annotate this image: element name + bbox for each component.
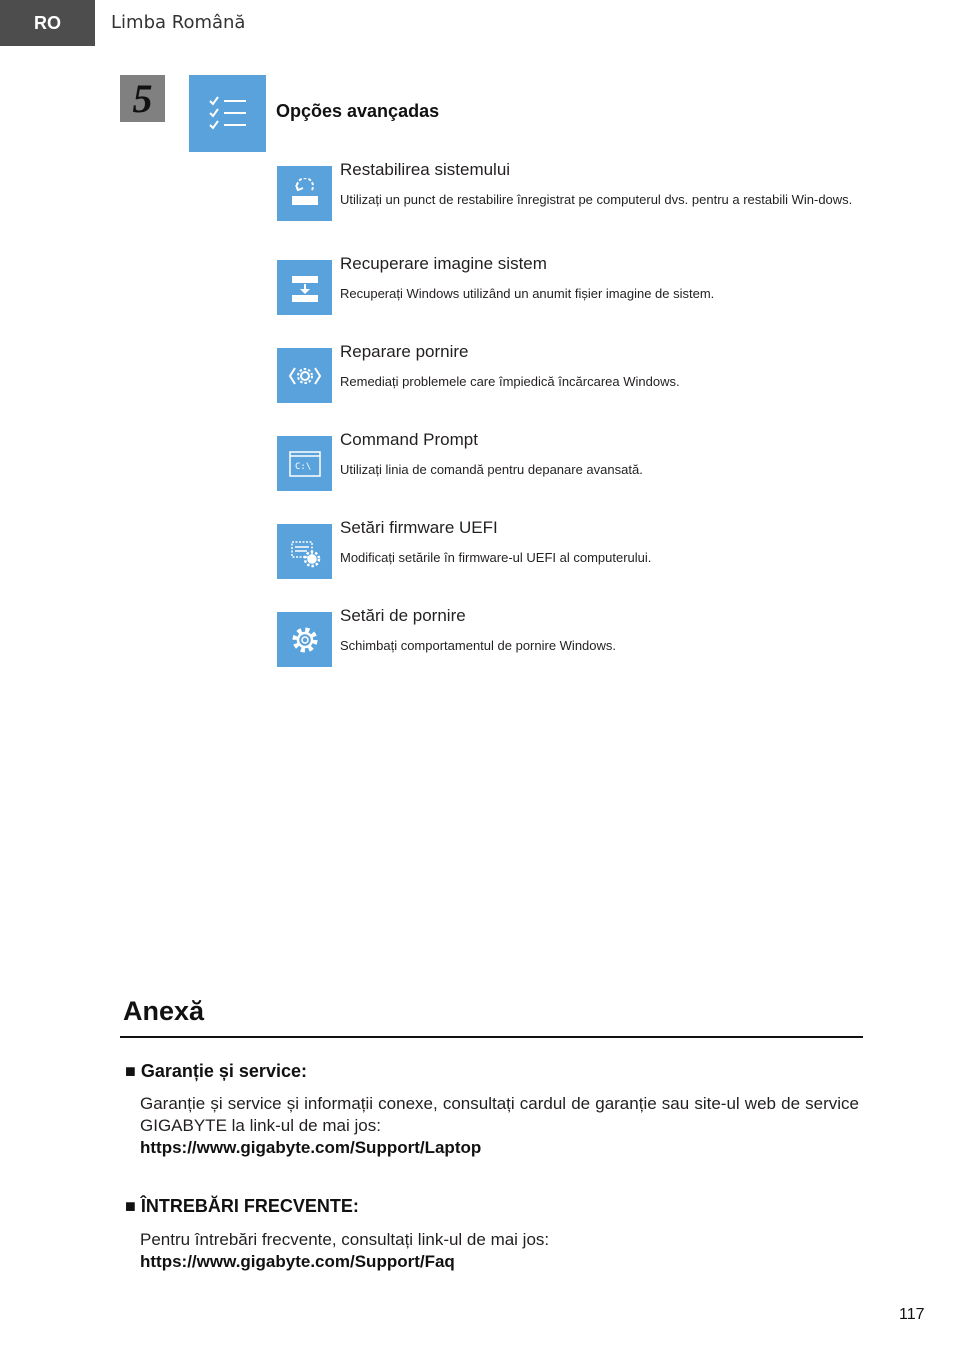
- option-description: Recuperați Windows utilizând un anumit fișier imagine de sistem.: [340, 286, 715, 301]
- page-number: 117: [899, 1306, 925, 1323]
- option-title: Setări de pornire: [340, 606, 466, 625]
- checklist-icon: [189, 75, 266, 152]
- image-recovery-icon: [277, 260, 332, 315]
- option-description: Schimbați comportamentul de pornire Windows.: [340, 638, 617, 653]
- option-startup-settings[interactable]: [277, 606, 867, 672]
- warranty-section: [140, 1093, 859, 1159]
- option-description: Modificați setările în firmware-ul UEFI al computerului.: [340, 550, 652, 565]
- warranty-link[interactable]: https://www.gigabyte.com/Support/Laptop: [140, 1138, 482, 1157]
- faq-text: Pentru întrebări frecvente, consultați link-ul de mai jos:: [140, 1230, 550, 1249]
- option-command-prompt[interactable]: [277, 430, 867, 496]
- warranty-heading: ■ Garanție și service:: [125, 1061, 307, 1081]
- language-tab: RO: [0, 0, 95, 46]
- warranty-text: Garanție și service și informații conexe, consultați cardul de garanție sau site-ul web de service GIGABYTE la link-ul de mai jos:: [140, 1094, 859, 1135]
- appendix-title: Anexă: [123, 996, 205, 1026]
- section-title: Opções avançadas: [276, 101, 440, 121]
- faq-section: [140, 1229, 859, 1273]
- svg-text:C:\: C:\: [294, 461, 311, 472]
- option-image-recovery[interactable]: [277, 254, 867, 320]
- option-description: Utilizați linia de comandă pentru depanare avansată.: [340, 462, 643, 477]
- divider: [120, 1036, 863, 1038]
- faq-heading: ■ ÎNTREBĂRI FRECVENTE:: [125, 1196, 359, 1216]
- system-restore-icon: [277, 166, 332, 221]
- option-title: Setări firmware UEFI: [340, 518, 498, 537]
- option-title: Recuperare imagine sistem: [340, 254, 547, 273]
- faq-link[interactable]: https://www.gigabyte.com/Support/Faq: [140, 1252, 455, 1271]
- command-prompt-icon: [277, 436, 332, 491]
- option-description: Utilizați un punct de restabilire înregistrat pe computerul dvs. pentru a restabili Win-dows.: [340, 192, 853, 207]
- startup-settings-icon: [277, 612, 332, 667]
- option-startup-repair[interactable]: [277, 342, 867, 408]
- option-title: Restabilirea sistemului: [340, 160, 511, 179]
- option-description: Remediați problemele care împiedică încărcarea Windows.: [340, 374, 680, 389]
- step-number-badge: 5: [120, 75, 165, 122]
- option-title: Reparare pornire: [340, 342, 469, 361]
- startup-repair-icon: [277, 348, 332, 403]
- option-title: Command Prompt: [340, 430, 478, 449]
- option-uefi-firmware[interactable]: [277, 518, 867, 584]
- language-name: Limba Română: [111, 12, 246, 33]
- option-system-restore[interactable]: [277, 160, 867, 226]
- uefi-firmware-icon: [277, 524, 332, 579]
